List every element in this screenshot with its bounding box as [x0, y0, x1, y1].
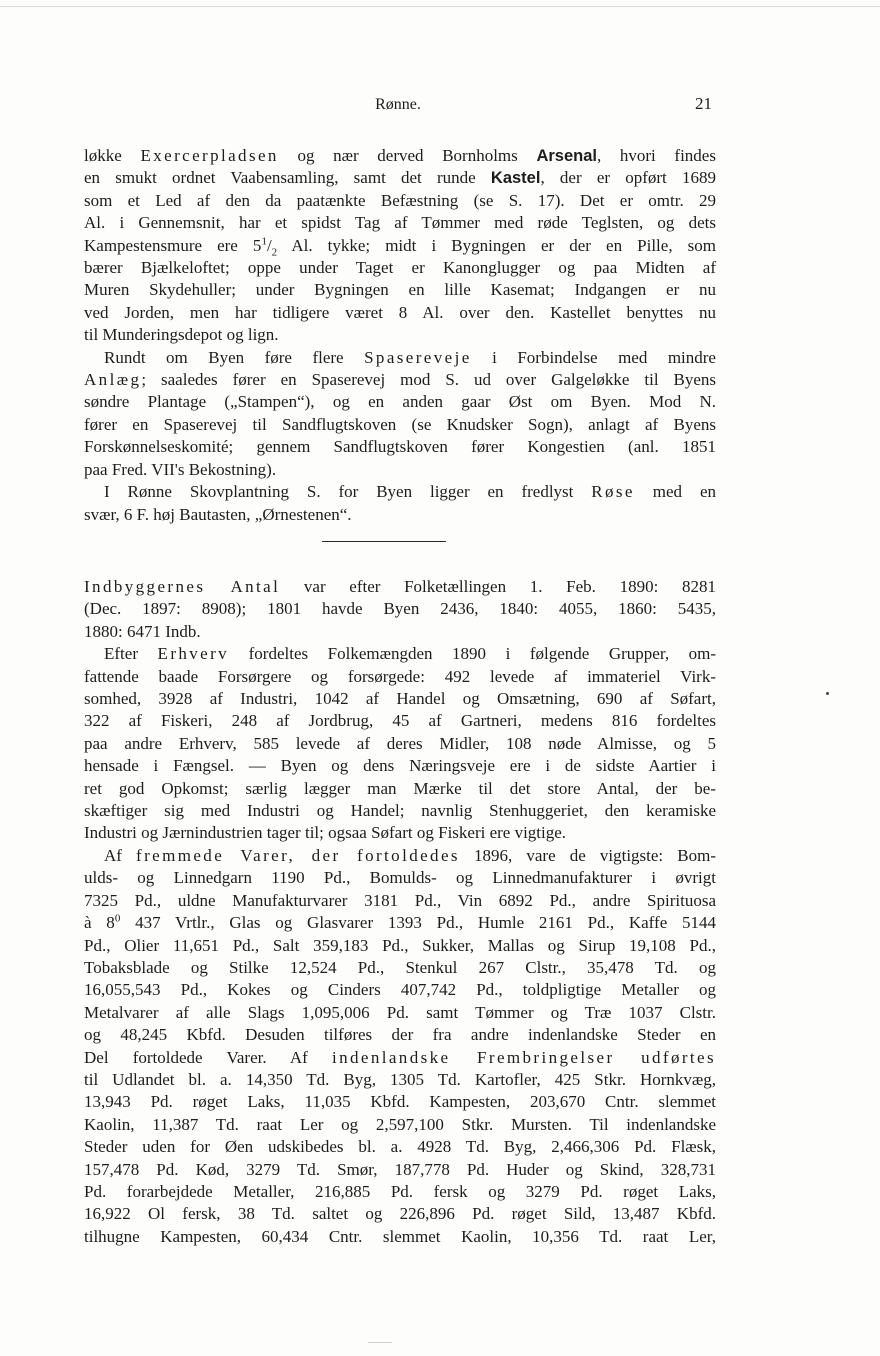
text-span: Efter	[104, 644, 158, 664]
text-line: som et Led af den da paatænkte Befæstning (se S. 17). Det er omtr. 29	[84, 190, 716, 210]
bottom-scan-mark	[368, 1342, 392, 1343]
text-span: 437 Vrtlr., Glas og Glasvarer 1393 Pd., Humle 2161 Pd., Kaffe 5144	[120, 913, 717, 933]
text-line: fører en Spaserevej til Sandflugtskoven (se Knudsker Sogn), anlagt af Byens	[84, 414, 716, 434]
text-line: 1880: 6471 Indb.	[84, 621, 201, 641]
spaced-term: Anlæg	[84, 370, 142, 390]
text-line: 157,478 Pd. Kød, 3279 Td. Smør, 187,778 Pd. Huder og Skind, 328,731	[84, 1159, 716, 1179]
page-number: 21	[695, 94, 712, 113]
text-line: bærer Bjælkeloftet; oppe under Taget er Kanonglugger og paa Midten af	[84, 258, 716, 278]
text-line: og 48,245 Kbfd. Desuden tilføres der fra andre indenlandske Steder en	[84, 1025, 716, 1045]
text-span: Al. tykke; midt i Bygningen er der en Pille, som	[277, 235, 716, 255]
spaced-term: Røse	[591, 482, 635, 502]
text-span: løkke	[84, 146, 141, 165]
text-line: til Udlandet bl. a. 14,350 Td. Byg, 1305 Td. Kartofler, 425 Stkr. Hornkvæg,	[84, 1069, 716, 1089]
text-line: fattende baade Forsørgere og forsørgede: 492 levede af immateriel Virk-	[84, 666, 716, 686]
text-line	[84, 369, 716, 391]
scan-edge-line	[0, 6, 880, 7]
paragraph-indbyggere	[84, 576, 716, 643]
text-line: tilhugne Kampesten, 60,434 Cntr. slemmet Kaolin, 10,356 Td. raat Ler,	[84, 1226, 716, 1246]
text-line	[84, 576, 716, 598]
spaced-term: Erhverv	[157, 644, 230, 664]
paragraph-spasereveje	[84, 347, 716, 481]
text-line	[84, 167, 716, 189]
section-separator-rule	[322, 541, 446, 542]
paragraph-kastel	[84, 145, 716, 347]
text-line: paa andre Erhverv, 585 levede af deres Midler, 108 nøde Almisse, og 5	[84, 733, 716, 753]
text-line: Industri og Jærnindustrien tager til; ogsaa Søfart og Fiskeri ere vigtige.	[84, 823, 567, 843]
text-line: (Dec. 1897: 8908); 1801 havde Byen 2436, 1840: 4055, 1860: 5435,	[84, 599, 716, 619]
text-line: ved Jorden, men har tidligere været 8 Al. over den. Kastellet benyttes nu	[84, 302, 716, 322]
text-line: Steder uden for Øen udskibedes bl. a. 4928 Td. Byg, 2,466,306 Pd. Flæsk,	[84, 1137, 716, 1157]
paragraph-rose	[84, 481, 716, 526]
bold-term-arsenal: Arsenal	[536, 147, 597, 165]
running-head: Rønne.	[375, 96, 421, 113]
text-line	[84, 1047, 716, 1069]
text-line: 322 af Fiskeri, 248 af Jordbrug, 45 af Gartneri, medens 816 fordeltes	[84, 711, 716, 731]
text-line: somhed, 3928 af Industri, 1042 af Handel og Omsætning, 690 af Søfart,	[84, 689, 716, 709]
text-line	[84, 481, 716, 503]
section-arsenal-kastel	[84, 145, 716, 526]
text-span: i Forbindelse med mindre	[471, 347, 716, 367]
paragraph-varer	[84, 845, 716, 1248]
text-line: paa Fred. VII's Bekostning).	[84, 459, 277, 479]
text-line	[84, 643, 716, 665]
paragraph-erhverv	[84, 643, 716, 845]
text-line: hensade i Fængsel. — Byen og dens Næringsveje ere i de sidste Aartier i	[84, 756, 716, 776]
text-span: var efter Folketællingen 1. Feb. 1890: 8281	[280, 577, 716, 596]
text-span: , hvori findes	[596, 146, 716, 165]
text-line: Metalvarer af alle Slags 1,095,006 Pd. samt Tømmer og Træ 1037 Clstr.	[84, 1002, 716, 1022]
text-span: med en	[634, 482, 716, 502]
fraction-slash: /	[266, 235, 272, 255]
text-span: Rundt om Byen føre flere	[104, 347, 365, 367]
text-span: ; saaledes fører en Spaserevej mod S. ud over Galgeløkke til Byens	[141, 370, 716, 390]
bold-term-kastel: Kastel	[490, 169, 541, 188]
text-line	[84, 845, 716, 867]
text-span: , der er opført 1689	[540, 168, 716, 188]
text-span: fordeltes Folkemængden 1890 i følgende Grupper, om-	[229, 644, 716, 664]
text-line: 16,922 Ol fersk, 38 Td. saltet og 226,896 Pd. røget Sild, 13,487 Kbfd.	[84, 1204, 716, 1224]
text-line: 13,943 Pd. røget Laks, 11,035 Kbfd. Kampesten, 203,670 Cntr. slemmet	[84, 1092, 716, 1112]
text-line: Al. i Gennemsnit, har et spidst Tag af Tømmer med røde Teglsten, og dets	[84, 213, 716, 233]
spaced-term: fremmede Varer, der fortoldedes	[136, 845, 460, 865]
text-line	[84, 347, 716, 369]
text-line: Pd. forarbejdede Metaller, 216,885 Pd. fersk og 3279 Pd. røget Laks,	[84, 1181, 716, 1201]
spaced-term: Exercerpladsen	[140, 146, 279, 165]
text-line: Kaolin, 11,387 Td. raat Ler og 2,597,100 Stkr. Mursten. Til indenlandske	[84, 1114, 716, 1134]
text-line: Muren Skydehuller; under Bygningen en lille Kasemat; Indgangen er nu	[84, 280, 716, 300]
text-line	[84, 912, 716, 934]
text-line	[84, 235, 716, 257]
text-line: Pd., Olier 11,651 Pd., Salt 359,183 Pd., Sukker, Mallas og Sirup 19,108 Pd.,	[84, 935, 716, 955]
text-span: I Rønne Skovplantning S. for Byen ligger en fredlyst	[104, 482, 592, 502]
spaced-term: indenlandske Frembringelser udførtes	[331, 1047, 717, 1067]
text-line: til Munderingsdepot og lign.	[84, 325, 279, 345]
text-line: svær, 6 F. høj Bautasten, „Ørnestenen“.	[84, 504, 352, 524]
section-population-trade	[84, 576, 716, 1248]
text-span: en smukt ordnet Vaabensamling, samt det runde	[84, 168, 491, 188]
fraction-numerator: 1	[261, 234, 267, 247]
text-span: Af	[104, 845, 137, 865]
spaced-term: Indbyggernes Antal	[84, 577, 281, 596]
text-span: og nær derved Bornholms	[278, 146, 537, 165]
text-line: søndre Plantage („Stampen“), og en anden gaar Øst om Byen. Mod N.	[84, 392, 716, 412]
degree-superscript: 0	[114, 912, 121, 925]
text-line: skæftiger sig med Industri og Handel; navnlig Stenhuggeriet, den keramiske	[84, 801, 716, 821]
margin-speck	[826, 692, 829, 695]
fraction-denominator: 2	[271, 246, 278, 259]
text-span: à 8	[84, 913, 115, 933]
text-line: Tobaksblade og Stilke 12,524 Pd., Stenkul 267 Clstr., 35,478 Td. og	[84, 957, 716, 977]
text-line: ret god Opkomst; særlig lægger man Mærke til det store Antal, der be-	[84, 778, 716, 798]
text-line: Forskønnelseskomité; gennem Sandflugtskoven fører Kongestien (anl. 1851	[84, 437, 716, 457]
text-line	[84, 145, 716, 167]
text-span: 1896, vare de vigtigste: Bom-	[459, 845, 716, 865]
text-line: 7325 Pd., uldne Manufakturvarer 3181 Pd., Vin 6892 Pd., andre Spirituosa	[84, 890, 716, 910]
text-span: Del fortoldede Varer. Af	[84, 1047, 332, 1067]
text-span: Kampestensmure ere 5	[84, 235, 262, 255]
page-header	[84, 94, 712, 116]
text-line: 16,055,543 Pd., Kokes og Cinders 407,742 Pd., toldpligtige Metaller og	[84, 980, 716, 1000]
spaced-term: Spasereveje	[364, 347, 472, 367]
text-line: ulds- og Linnedgarn 1190 Pd., Bomulds- og Linnedmanufakturer i øvrigt	[84, 868, 716, 888]
